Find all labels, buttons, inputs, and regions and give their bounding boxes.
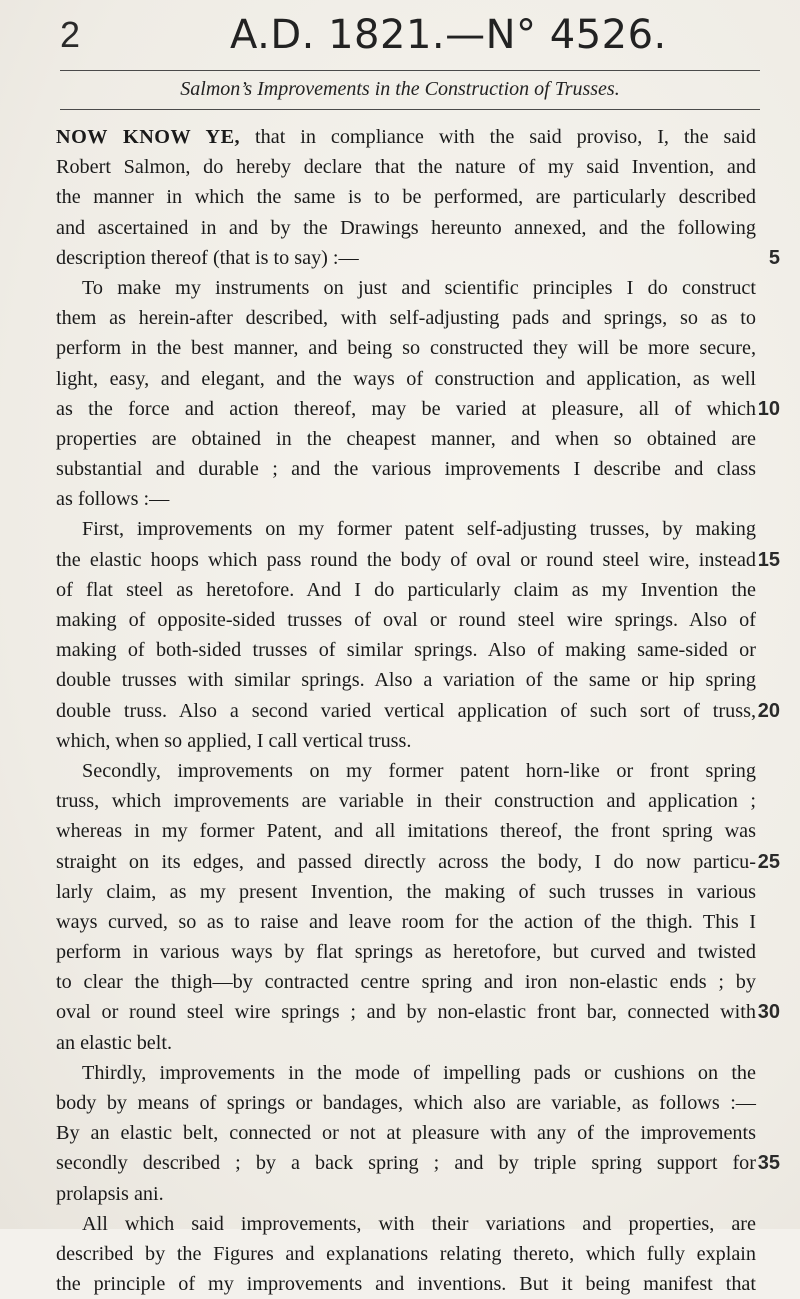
opening-phrase: NOW KNOW YE,: [56, 126, 241, 148]
line-number: 5: [768, 246, 780, 269]
line-text: described by the Figures and explanations relating thereto, which fully explain: [56, 1242, 756, 1265]
text-line: [56, 1118, 756, 1148]
text-line: [56, 997, 780, 1027]
text-line: [56, 545, 780, 575]
line-text: making of opposite-sided trusses of oval or round steel wire springs. Also of: [56, 609, 756, 631]
line-text: straight on its edges, and passed directly across the body, I do now particu-: [56, 850, 756, 873]
body-text: [56, 122, 780, 1299]
line-text: making of both-sided trusses of similar springs. Also of making same-sided or: [56, 639, 756, 662]
text-line: [56, 182, 756, 212]
line-text: the principle of my improvements and inventions. But it being manifest that: [56, 1273, 756, 1296]
line-text: Thirdly, improvements in the mode of impelling pads or cushions on the: [82, 1061, 756, 1084]
text-line: [56, 937, 756, 967]
line-text: perform in various ways by flat springs as heretofore, but curved and twisted: [56, 941, 756, 964]
line-text: larly claim, as my present Invention, the making of such trusses in various: [56, 880, 756, 903]
text-line: [56, 726, 756, 756]
line-text: whereas in my former Patent, and all imitations thereof, the front spring was: [56, 820, 756, 843]
text-line: [56, 786, 756, 816]
line-text: oval or round steel wire springs ; and by non-elastic front bar, connected with: [56, 1001, 756, 1024]
line-number: 30: [757, 1001, 780, 1024]
text-line: [56, 575, 756, 605]
line-text: To make my instruments on just and scientific principles I do construct: [82, 276, 756, 299]
text-line: [56, 333, 756, 363]
text-line: [56, 1148, 780, 1178]
text-line: [56, 1058, 756, 1088]
text-line: [56, 1179, 756, 1209]
line-text: perform in the best manner, and being so constructed they will be more secure,: [56, 337, 756, 360]
text-line: [56, 273, 756, 303]
line-text: and ascertained in and by the Drawings hereunto annexed, and the following: [56, 216, 756, 239]
line-text: Secondly, improvements on my former patent horn-like or front spring: [82, 759, 756, 782]
line-text: as follows :—: [56, 488, 170, 511]
text-line: [56, 816, 756, 846]
text-line: [56, 424, 756, 454]
patent-heading: A.D. 1821.—N° 4526.: [230, 12, 667, 58]
header-rule-top: [60, 70, 760, 71]
text-line: [56, 696, 780, 726]
header-rule-bottom: [60, 109, 760, 110]
text-line: [56, 1088, 756, 1118]
line-text: of flat steel as heretofore. And I do particularly claim as my Invention the: [56, 578, 756, 601]
text-line: [56, 1239, 756, 1269]
line-text: Robert Salmon, do hereby declare that the nature of my said Invention, and: [56, 156, 756, 179]
text-line: [56, 484, 756, 514]
line-text: ways curved, so as to raise and leave room for the action of the thigh. This I: [56, 910, 756, 933]
text-line: [56, 364, 756, 394]
text-line: [56, 243, 780, 273]
line-text: an elastic belt.: [56, 1031, 173, 1054]
line-number: 35: [757, 1152, 780, 1175]
line-text: as the force and action thereof, may be varied at pleasure, all of which: [56, 397, 756, 420]
line-number: 20: [757, 699, 780, 722]
text-line: [56, 847, 780, 877]
line-text: to clear the thigh—by contracted centre spring and iron non-elastic ends ; by: [56, 971, 756, 994]
text-line: [56, 1209, 756, 1239]
line-text: All which said improvements, with their variations and properties, are: [82, 1212, 756, 1235]
text-line: [56, 635, 756, 665]
text-line: [56, 514, 756, 544]
text-line: [56, 152, 756, 182]
line-text: truss, which improvements are variable in their construction and application ;: [56, 790, 756, 813]
line-number: 10: [757, 397, 780, 420]
document-subtitle: Salmon’s Improvements in the Construction of Trusses.: [180, 78, 620, 100]
line-text: double trusses with similar springs. Also a variation of the same or hip spring: [56, 669, 756, 692]
line-text: secondly described ; by a back spring ; and by triple spring support for: [56, 1152, 756, 1175]
text-line: [56, 1269, 756, 1299]
text-line: [56, 877, 756, 907]
text-line: [56, 213, 756, 243]
text-line: [56, 967, 756, 997]
line-text: properties are obtained in the cheapest manner, and when so obtained are: [56, 427, 756, 450]
line-text: the manner in which the same is to be performed, are particularly described: [56, 186, 756, 209]
text-line: [56, 665, 756, 695]
page-header: [0, 12, 800, 72]
text-line: [56, 907, 756, 937]
line-text: light, easy, and elegant, and the ways of construction and application, as well: [56, 367, 756, 390]
line-text: prolapsis ani.: [56, 1182, 164, 1205]
line-number: 15: [757, 548, 780, 571]
line-text: double truss. Also a second varied vertical application of such sort of truss,: [56, 699, 756, 722]
line-text: the elastic hoops which pass round the body of oval or round steel wire, instead: [56, 548, 756, 571]
text-line: [56, 756, 756, 786]
text-line: [56, 1028, 756, 1058]
text-line: [56, 303, 756, 333]
line-number: 25: [757, 850, 780, 873]
page-number: 2: [60, 14, 81, 55]
line-text: First, improvements on my former patent self-adjusting trusses, by making: [82, 518, 756, 541]
line-text: which, when so applied, I call vertical truss.: [56, 729, 412, 752]
text-line: [56, 122, 756, 152]
line-text: them as herein-after described, with self-adjusting pads and springs, so as to: [56, 307, 756, 330]
line-text: By an elastic belt, connected or not at pleasure with any of the improvements: [56, 1122, 756, 1145]
text-line: [56, 454, 756, 484]
line-text: description thereof (that is to say) :—: [56, 246, 359, 269]
text-line: [56, 605, 756, 635]
line-text: that in compliance with the said proviso, I, the said: [240, 126, 756, 148]
line-text: body by means of springs or bandages, which also are variable, as follows :—: [56, 1092, 756, 1114]
line-text: substantial and durable ; and the various improvements I describe and class: [56, 458, 756, 481]
text-line: [56, 394, 780, 424]
